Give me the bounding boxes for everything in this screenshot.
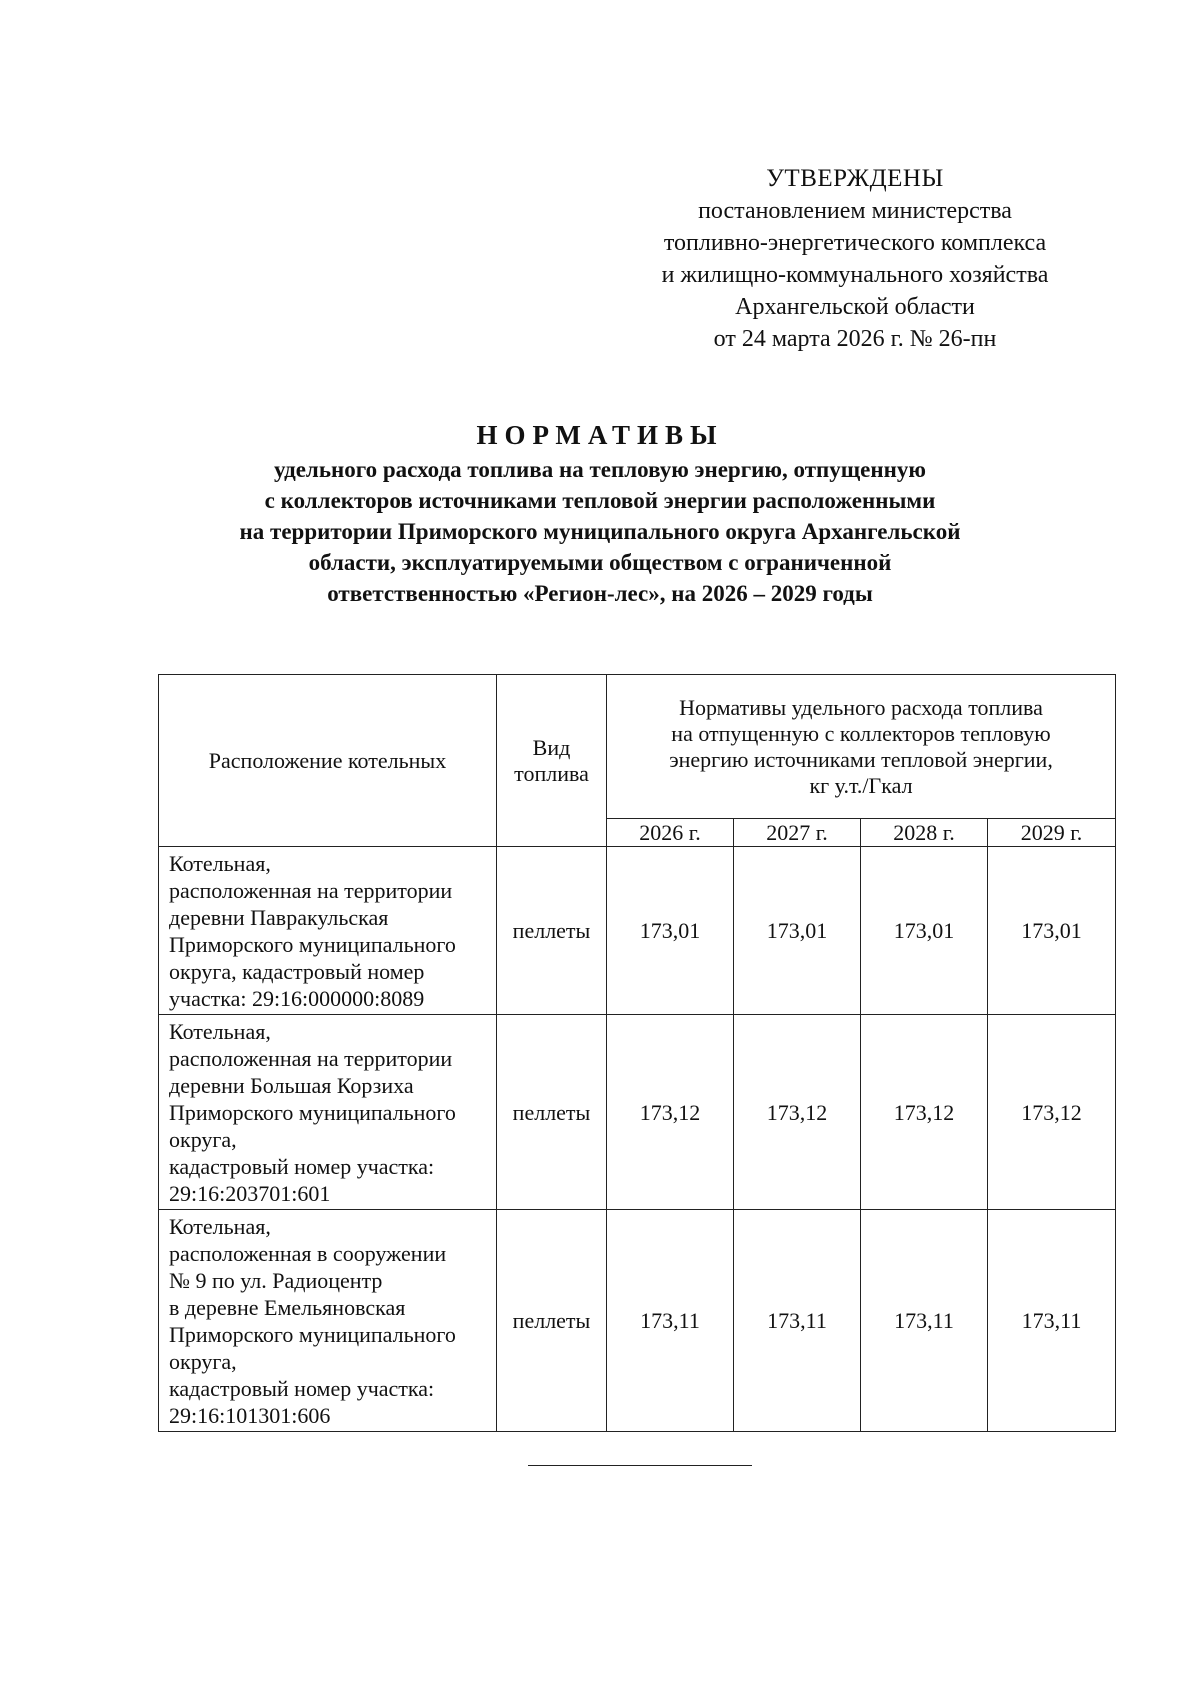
approval-line: и жилищно-коммунального хозяйства [661,262,1049,288]
subtitle-line: с коллекторов источниками тепловой энергии расположенными [264,488,936,513]
location-line: округа, [169,1126,237,1152]
norm-value-2028: 173,01 [861,847,988,1015]
table-row [159,1210,1116,1432]
norm-value-2027: 173,11 [734,1210,861,1432]
approval-line: топливно-энергетического комплекса [663,230,1047,256]
location-line: кадастровый номер участка: [169,1375,435,1401]
location-line: 29:16:203701:601 [169,1180,331,1206]
norm-value-2026: 173,11 [607,1210,734,1432]
location-line: деревни Павракульская [169,904,389,930]
header-year: 2026 г. [607,819,734,847]
location-line: Приморского муниципального [169,1099,456,1125]
header-norms-line: на отпущенную с коллекторов тепловую [671,720,1051,746]
subtitle-line: области, эксплуатируемыми обществом с ограниченной [308,550,892,575]
location-line: 29:16:101301:606 [169,1402,331,1428]
fuel-type: пеллеты [497,1015,607,1210]
boiler-location [159,1210,497,1432]
location-line: расположенная на территории [169,1045,453,1071]
title-name: НОРМАТИВЫ [476,420,724,450]
location-line: Приморского муниципального [169,931,456,957]
end-divider [528,1465,752,1466]
title-subtitle [0,454,1200,609]
approval-line: Архангельской области [735,294,975,320]
norm-value-2029: 173,01 [988,847,1116,1015]
header-fuel-line: топлива [514,760,589,786]
header-year: 2027 г. [734,819,861,847]
norm-value-2027: 173,01 [734,847,861,1015]
table-header-row [159,675,1116,819]
norm-value-2028: 173,11 [861,1210,988,1432]
header-fuel-line: Вид [532,734,571,760]
header-norms-line: кг у.т./Гкал [809,772,913,798]
subtitle-line: удельного расхода топлива на тепловую энергию, отпущенную [274,457,926,482]
header-norms-line: энергию источниками тепловой энергии, [669,746,1053,772]
location-line: Котельная, [169,850,271,876]
approval-line: постановлением министерства [698,198,1012,224]
location-line: расположенная на территории [169,877,453,903]
fuel-type: пеллеты [497,847,607,1015]
location-line: расположенная в сооружении [169,1240,447,1266]
location-line: Котельная, [169,1018,271,1044]
norm-value-2027: 173,12 [734,1015,861,1210]
header-norms [607,675,1116,819]
location-line: округа, кадастровый номер [169,958,425,984]
approval-date-line: от 24 марта 2026 г. № 26-пн [713,326,997,352]
location-line: № 9 по ул. Радиоцентр [169,1267,383,1293]
norm-value-2028: 173,12 [861,1015,988,1210]
norms-table [158,674,1116,1432]
location-line: кадастровый номер участка: [169,1153,435,1179]
location-line: округа, [169,1348,237,1374]
location-line: Котельная, [169,1213,271,1239]
header-norms-line: Нормативы удельного расхода топлива [679,694,1043,720]
norm-value-2029: 173,12 [988,1015,1116,1210]
header-location: Расположение котельных [159,675,497,847]
header-year: 2028 г. [861,819,988,847]
document-title [0,418,1200,609]
location-line: участка: 29:16:000000:8089 [169,985,425,1011]
norm-value-2029: 173,11 [988,1210,1116,1432]
boiler-location [159,1015,497,1210]
subtitle-line: на территории Приморского муниципального округа Архангельской [239,519,961,544]
subtitle-line: ответственностью «Регион-лес», на 2026 – 2029 годы [327,581,873,606]
header-fuel [497,675,607,847]
header-year: 2029 г. [988,819,1116,847]
location-line: деревни Большая Корзиха [169,1072,414,1098]
table-row [159,847,1116,1015]
boiler-location [159,847,497,1015]
location-line: в деревне Емельяновская [169,1294,406,1320]
location-line: Приморского муниципального [169,1321,456,1347]
approval-heading: УТВЕРЖДЕНЫ [766,165,944,192]
approval-block [620,163,1090,355]
table-row [159,1015,1116,1210]
fuel-type: пеллеты [497,1210,607,1432]
norm-value-2026: 173,12 [607,1015,734,1210]
norm-value-2026: 173,01 [607,847,734,1015]
